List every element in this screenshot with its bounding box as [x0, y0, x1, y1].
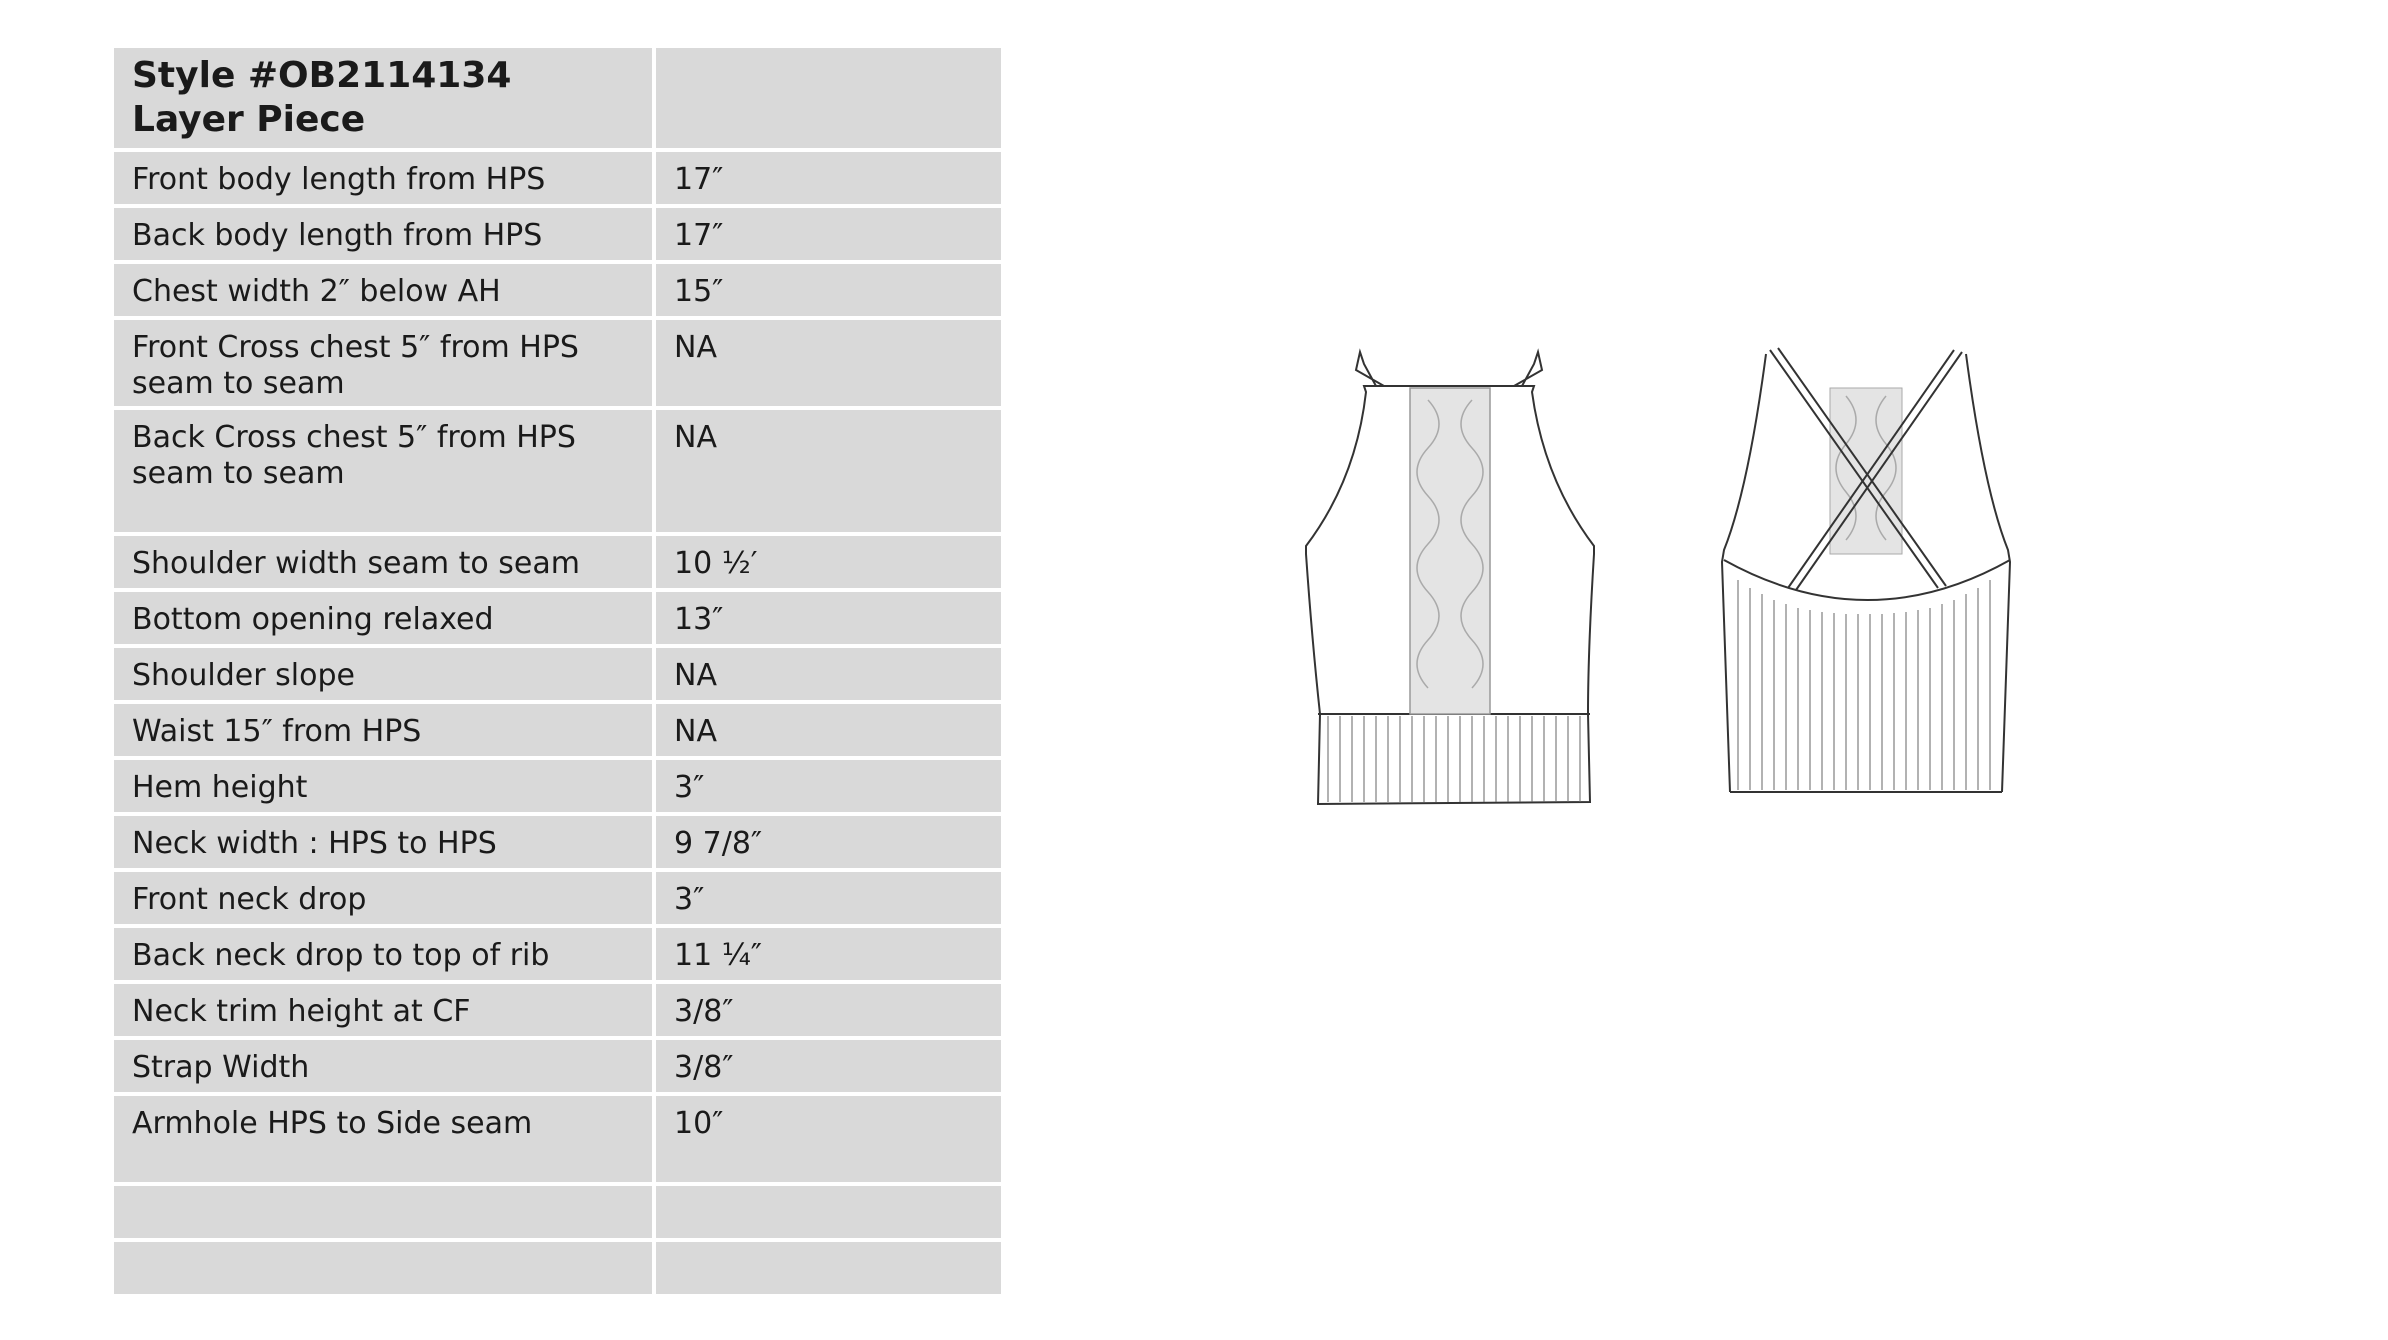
measurement-label: Shoulder slope: [114, 648, 656, 704]
measurement-label: Hem height: [114, 760, 656, 816]
table-row: [114, 872, 1001, 928]
table-row: [114, 152, 1001, 208]
piece-name: Layer Piece: [132, 99, 366, 140]
table-row: [114, 1096, 1001, 1186]
empty-row: [114, 1186, 1001, 1242]
measurement-value: [656, 1186, 1001, 1242]
front-view-tank-sketch-icon: [1298, 340, 1608, 830]
measurement-label: Shoulder width seam to seam: [114, 536, 656, 592]
table-row: [114, 928, 1001, 984]
spec-header-row: [114, 48, 1001, 152]
empty-row: [114, 1242, 1001, 1298]
measurement-label: Back neck drop to top of rib: [114, 928, 656, 984]
table-row: [114, 760, 1001, 816]
measurement-label: Neck width : HPS to HPS: [114, 816, 656, 872]
table-row: [114, 704, 1001, 760]
measurement-value: 3″: [656, 760, 1001, 816]
table-row: [114, 536, 1001, 592]
back-view-crossback-tank-sketch-icon: [1718, 340, 2018, 830]
measurement-value: 10 ½′: [656, 536, 1001, 592]
measurement-value: [656, 1242, 1001, 1298]
measurement-label: Waist 15″ from HPS: [114, 704, 656, 760]
measurement-label: [114, 1242, 656, 1298]
style-number: Style #OB2114134: [132, 55, 512, 96]
measurement-label: Back Cross chest 5″ from HPS seam to seam: [114, 410, 656, 536]
header-value-cell: [656, 48, 1001, 152]
measurement-value: NA: [656, 410, 1001, 536]
measurement-value: NA: [656, 648, 1001, 704]
table-row: [114, 1040, 1001, 1096]
measurement-value: 9 7/8″: [656, 816, 1001, 872]
table-row: [114, 208, 1001, 264]
style-header-cell: [114, 48, 656, 152]
measurement-value: 15″: [656, 264, 1001, 320]
measurement-value: 17″: [656, 152, 1001, 208]
measurement-value: 17″: [656, 208, 1001, 264]
table-row: [114, 592, 1001, 648]
table-row: [114, 648, 1001, 704]
measurement-value: 13″: [656, 592, 1001, 648]
measurement-value: NA: [656, 704, 1001, 760]
table-row: [114, 410, 1001, 536]
measurement-label: Strap Width: [114, 1040, 656, 1096]
measurement-label: Bottom opening relaxed: [114, 592, 656, 648]
measurement-label: Front body length from HPS: [114, 152, 656, 208]
measurement-label: Front Cross chest 5″ from HPS seam to seam: [114, 320, 656, 410]
measurement-label: Chest width 2″ below AH: [114, 264, 656, 320]
spec-table: [114, 48, 1001, 1298]
measurement-value: 3/8″: [656, 1040, 1001, 1096]
measurement-label: Armhole HPS to Side seam: [114, 1096, 656, 1186]
measurement-value: 3″: [656, 872, 1001, 928]
measurement-value: 11 ¼″: [656, 928, 1001, 984]
table-row: [114, 264, 1001, 320]
measurement-value: 3/8″: [656, 984, 1001, 1040]
measurement-label: [114, 1186, 656, 1242]
measurement-value: 10″: [656, 1096, 1001, 1186]
measurement-label: Neck trim height at CF: [114, 984, 656, 1040]
measurement-label: Back body length from HPS: [114, 208, 656, 264]
table-row: [114, 320, 1001, 410]
measurement-value: NA: [656, 320, 1001, 410]
measurement-label: Front neck drop: [114, 872, 656, 928]
table-row: [114, 984, 1001, 1040]
table-row: [114, 816, 1001, 872]
